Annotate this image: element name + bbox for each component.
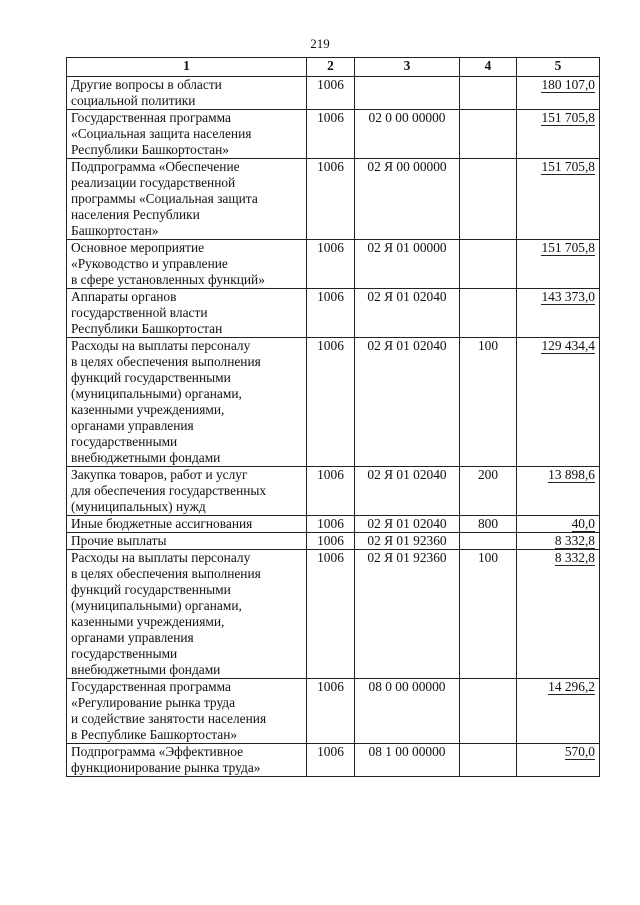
row-expense-type-cell bbox=[460, 159, 517, 240]
header-col-2: 2 bbox=[307, 58, 355, 77]
row-section-cell: 1006 bbox=[307, 679, 355, 744]
table-row bbox=[67, 744, 600, 777]
row-section-cell: 1006 bbox=[307, 240, 355, 289]
row-expense-type-cell bbox=[460, 533, 517, 550]
amount-value: 151 705,8 bbox=[541, 159, 595, 174]
table-row bbox=[67, 533, 600, 550]
row-section-cell: 1006 bbox=[307, 77, 355, 110]
row-amount-cell bbox=[517, 516, 600, 533]
table-row bbox=[67, 467, 600, 516]
row-target-article-cell: 02 Я 01 02040 bbox=[355, 289, 460, 338]
row-name-cell: Подпрограмма «Обеспечение реализации государственной программы «Социальная защита населения Республики Башкортостан» bbox=[67, 159, 307, 240]
table-row bbox=[67, 679, 600, 744]
amount-value: 14 296,2 bbox=[548, 679, 595, 694]
amount-value: 143 373,0 bbox=[541, 289, 595, 304]
amount-value: 151 705,8 bbox=[541, 240, 595, 255]
amount-value: 151 705,8 bbox=[541, 110, 595, 125]
row-section-cell: 1006 bbox=[307, 467, 355, 516]
row-amount-cell bbox=[517, 289, 600, 338]
row-name-cell: Подпрограмма «Эффективное функционирование рынка труда» bbox=[67, 744, 307, 777]
row-target-article-cell: 02 Я 00 00000 bbox=[355, 159, 460, 240]
row-amount-cell bbox=[517, 533, 600, 550]
row-name-cell: Закупка товаров, работ и услуг для обеспечения государственных (муниципальных) нужд bbox=[67, 467, 307, 516]
row-name-cell: Аппараты органов государственной власти Республики Башкортостан bbox=[67, 289, 307, 338]
header-row bbox=[67, 58, 600, 77]
row-target-article-cell: 02 Я 01 02040 bbox=[355, 338, 460, 467]
row-expense-type-cell bbox=[460, 679, 517, 744]
row-target-article-cell: 08 1 00 00000 bbox=[355, 744, 460, 777]
row-name-cell: Основное мероприятие «Руководство и управление в сфере установленных функций» bbox=[67, 240, 307, 289]
row-expense-type-cell: 800 bbox=[460, 516, 517, 533]
row-amount-cell bbox=[517, 159, 600, 240]
amount-value: 570,0 bbox=[564, 744, 595, 759]
row-target-article-cell bbox=[355, 77, 460, 110]
table-body bbox=[67, 77, 600, 777]
row-target-article-cell: 02 Я 01 02040 bbox=[355, 516, 460, 533]
row-name-cell: Другие вопросы в области социальной политики bbox=[67, 77, 307, 110]
table-row bbox=[67, 159, 600, 240]
row-section-cell: 1006 bbox=[307, 744, 355, 777]
table-row bbox=[67, 110, 600, 159]
row-amount-cell bbox=[517, 744, 600, 777]
row-name-cell: Государственная программа «Регулирование рынка труда и содействие занятости населения в Республике Башкортостан» bbox=[67, 679, 307, 744]
row-expense-type-cell bbox=[460, 77, 517, 110]
table-row bbox=[67, 338, 600, 467]
row-name-cell: Прочие выплаты bbox=[67, 533, 307, 550]
row-name-cell: Расходы на выплаты персоналу в целях обеспечения выполнения функций государственными (муниципальными) органами, казенными учреждениями, органами управления государственными внебюджетными фондами bbox=[67, 550, 307, 679]
amount-value: 129 434,4 bbox=[541, 338, 595, 353]
row-target-article-cell: 02 0 00 00000 bbox=[355, 110, 460, 159]
row-amount-cell bbox=[517, 240, 600, 289]
row-target-article-cell: 02 Я 01 92360 bbox=[355, 533, 460, 550]
table-row bbox=[67, 240, 600, 289]
row-section-cell: 1006 bbox=[307, 289, 355, 338]
row-amount-cell bbox=[517, 467, 600, 516]
amount-value: 13 898,6 bbox=[548, 467, 595, 482]
row-section-cell: 1006 bbox=[307, 516, 355, 533]
row-name-cell: Расходы на выплаты персоналу в целях обеспечения выполнения функций государственными (муниципальными) органами, казенными учреждениями, органами управления государственными внебюджетными фондами bbox=[67, 338, 307, 467]
table-row bbox=[67, 289, 600, 338]
row-name-cell: Государственная программа «Социальная защита населения Республики Башкортостан» bbox=[67, 110, 307, 159]
amount-value: 180 107,0 bbox=[541, 77, 595, 92]
row-target-article-cell: 02 Я 01 00000 bbox=[355, 240, 460, 289]
table-row bbox=[67, 77, 600, 110]
row-expense-type-cell bbox=[460, 744, 517, 777]
row-expense-type-cell bbox=[460, 289, 517, 338]
row-amount-cell bbox=[517, 338, 600, 467]
row-expense-type-cell: 100 bbox=[460, 338, 517, 467]
row-section-cell: 1006 bbox=[307, 159, 355, 240]
row-target-article-cell: 02 Я 01 02040 bbox=[355, 467, 460, 516]
amount-value: 8 332,8 bbox=[554, 533, 595, 548]
row-section-cell: 1006 bbox=[307, 110, 355, 159]
amount-value: 8 332,8 bbox=[554, 550, 595, 565]
header-col-1: 1 bbox=[67, 58, 307, 77]
row-amount-cell bbox=[517, 679, 600, 744]
amount-value: 40,0 bbox=[571, 516, 595, 531]
row-expense-type-cell bbox=[460, 110, 517, 159]
header-col-4: 4 bbox=[460, 58, 517, 77]
budget-table bbox=[66, 57, 600, 777]
row-amount-cell bbox=[517, 550, 600, 679]
page-number: 219 bbox=[310, 36, 330, 51]
row-expense-type-cell: 200 bbox=[460, 467, 517, 516]
row-section-cell: 1006 bbox=[307, 550, 355, 679]
row-amount-cell bbox=[517, 110, 600, 159]
row-name-cell: Иные бюджетные ассигнования bbox=[67, 516, 307, 533]
row-section-cell: 1006 bbox=[307, 533, 355, 550]
row-expense-type-cell bbox=[460, 240, 517, 289]
row-target-article-cell: 02 Я 01 92360 bbox=[355, 550, 460, 679]
row-target-article-cell: 08 0 00 00000 bbox=[355, 679, 460, 744]
row-expense-type-cell: 100 bbox=[460, 550, 517, 679]
row-amount-cell bbox=[517, 77, 600, 110]
header-col-3: 3 bbox=[355, 58, 460, 77]
table-row bbox=[67, 516, 600, 533]
table-row bbox=[67, 550, 600, 679]
header-col-5: 5 bbox=[517, 58, 600, 77]
row-section-cell: 1006 bbox=[307, 338, 355, 467]
